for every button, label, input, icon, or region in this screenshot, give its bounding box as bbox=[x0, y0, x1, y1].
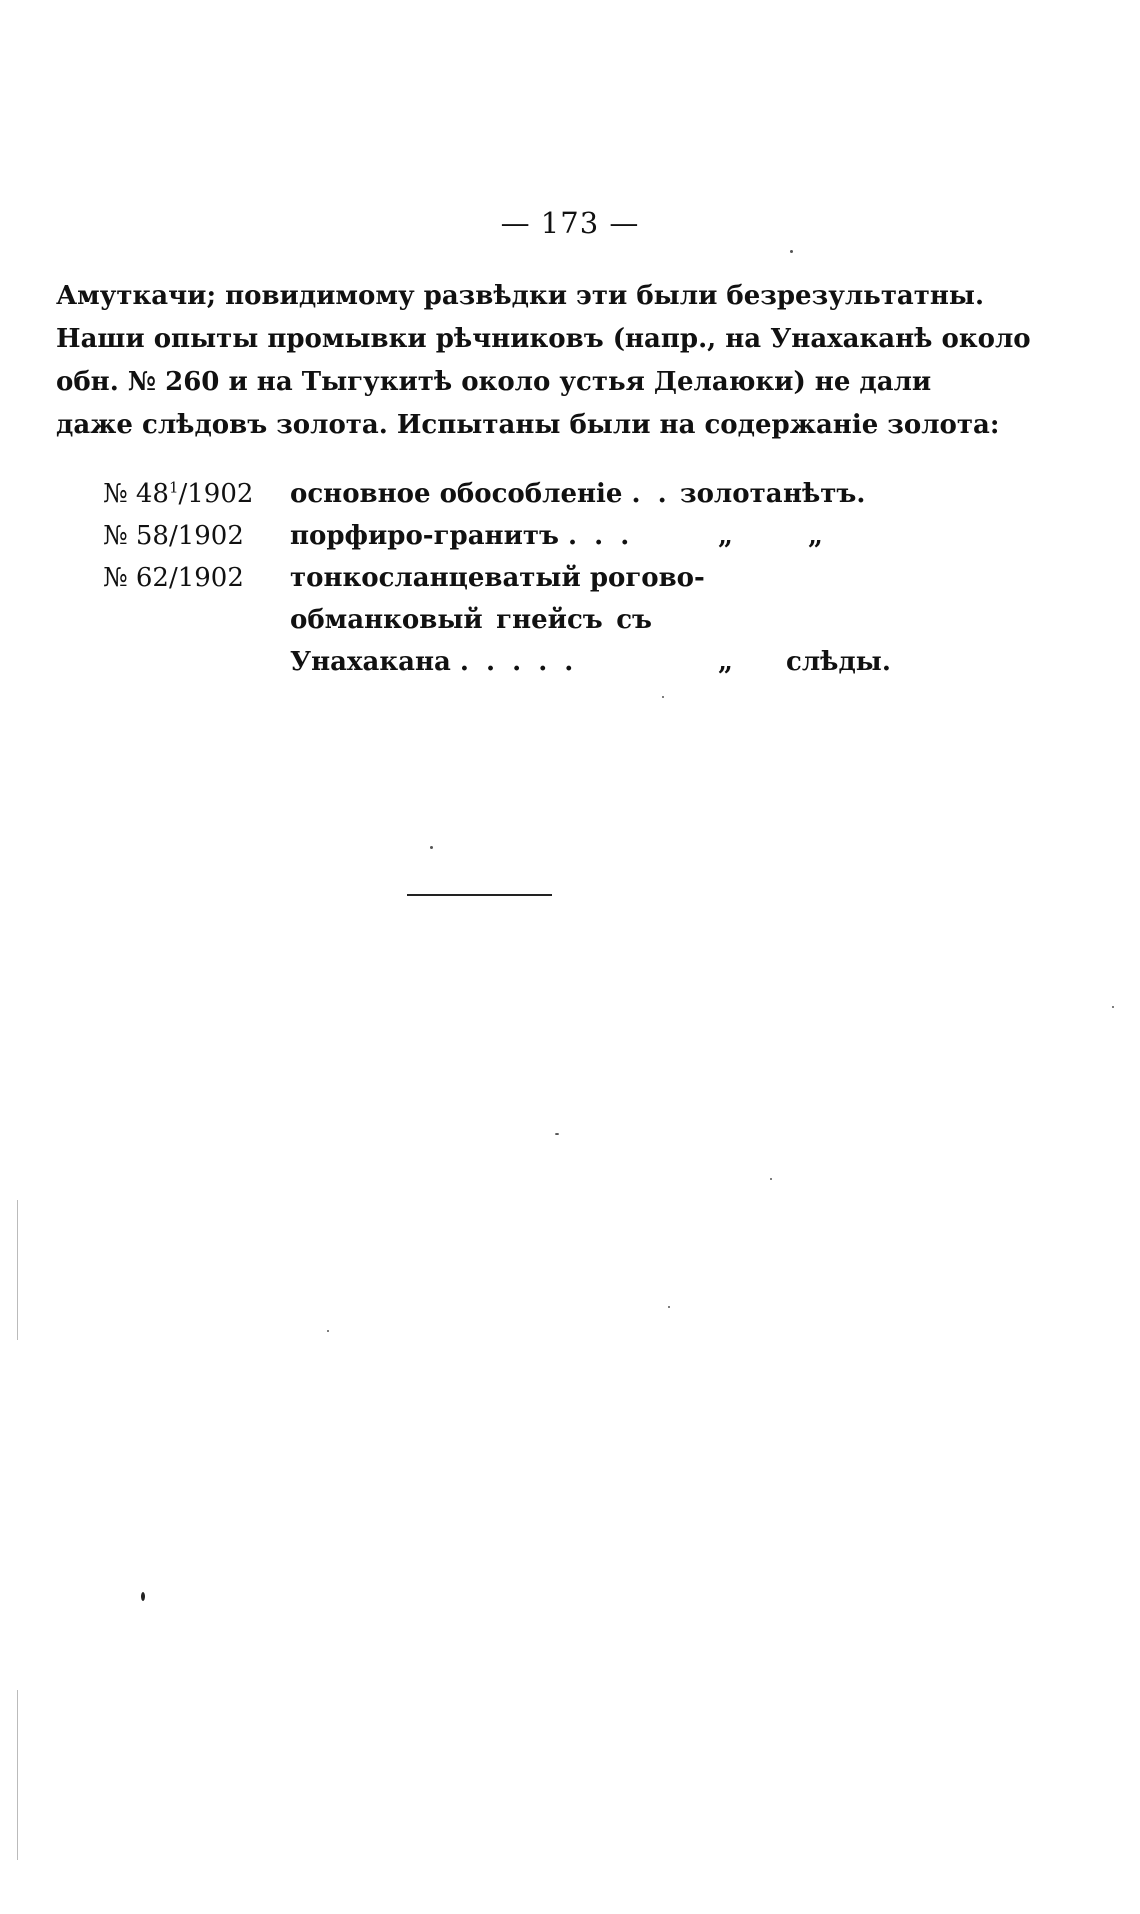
sample-number: № 62/1902 bbox=[103, 563, 244, 593]
ditto-mark: „ bbox=[718, 647, 733, 677]
paragraph-line: даже слѣдовъ золота. Испытаны были на содержаніе золота: bbox=[56, 410, 1000, 440]
sample-description-line: обманковый гнейсъ съ bbox=[290, 605, 652, 635]
sample-description: основное обособленіе . . bbox=[290, 479, 671, 509]
scan-edge-line bbox=[17, 1200, 18, 1340]
scan-speck bbox=[790, 250, 793, 253]
paragraph-line: Наши опыты промывки рѣчниковъ (напр., на Унахаканѣ около bbox=[56, 324, 1031, 354]
body-paragraph bbox=[56, 275, 1031, 447]
scan-edge-line bbox=[17, 1690, 18, 1860]
sample-number: № $48^1/1902$ bbox=[103, 478, 254, 509]
sample-description-line: Унахакана . . . . . bbox=[290, 647, 578, 677]
page-number: — 173 — bbox=[500, 206, 640, 240]
gold-result-value: нѣтъ. bbox=[783, 479, 866, 509]
scan-speck bbox=[327, 1330, 329, 1332]
sample-description-line: тонкосланцеватый рогово- bbox=[290, 563, 705, 593]
gold-result-label: золота bbox=[680, 479, 783, 509]
section-divider bbox=[407, 894, 552, 896]
ditto-mark: „ bbox=[718, 521, 733, 551]
scan-speck bbox=[141, 1592, 145, 1601]
scan-speck bbox=[555, 1133, 559, 1135]
paragraph-line: обн. № 260 и на Тыгукитѣ около устья Делаюки) не дали bbox=[56, 367, 932, 397]
sample-description: порфиро-гранитъ . . . bbox=[290, 521, 634, 551]
scan-speck bbox=[1112, 1006, 1114, 1008]
sample-number: № 58/1902 bbox=[103, 521, 244, 551]
scan-speck bbox=[770, 1178, 772, 1180]
ditto-mark: „ bbox=[808, 521, 823, 551]
scan-speck bbox=[430, 846, 433, 849]
paragraph-line: Амуткачи; повидимому развѣдки эти были безрезультатны. bbox=[56, 281, 985, 311]
scan-speck bbox=[662, 696, 664, 698]
scan-speck bbox=[668, 1306, 670, 1308]
gold-result-value: слѣды. bbox=[786, 647, 891, 677]
